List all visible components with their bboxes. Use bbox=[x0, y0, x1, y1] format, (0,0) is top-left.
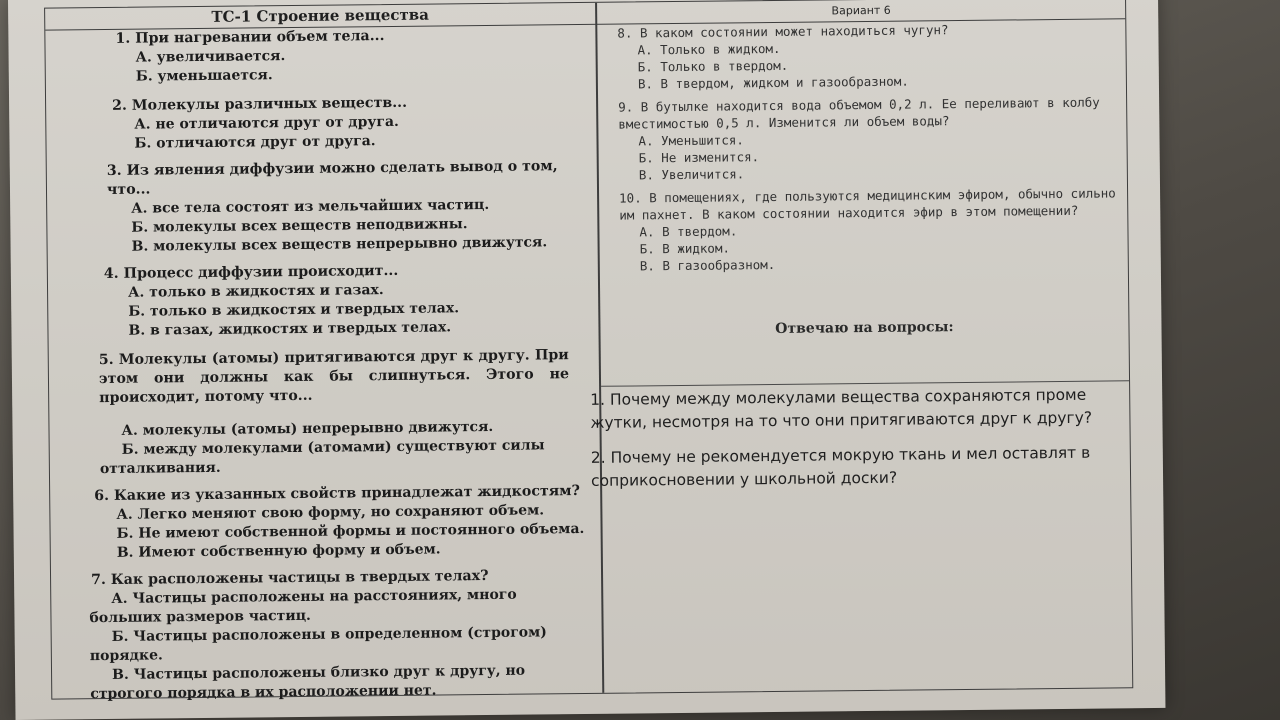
option: А. только в жидкостях и газах. bbox=[127, 282, 384, 301]
question-7 bbox=[59, 566, 595, 705]
option: В. Частицы расположены близко друг к другу, но строгого порядка в их расположении нет. bbox=[90, 662, 526, 703]
option: Б. отличаются друг от друга. bbox=[134, 133, 376, 152]
option: Б. между молекулами (атомами) существуют силы отталкивания. bbox=[99, 437, 545, 478]
question-text: 8. В каком состоянии может находиться чугун? bbox=[617, 22, 949, 41]
option: А. Уменьшится. bbox=[638, 132, 744, 149]
answers-section bbox=[590, 383, 1131, 505]
option: Б. Только в твердом. bbox=[637, 57, 789, 75]
question-text: 10. В помещениях, где пользуются медицинским эфиром, обычно сильно им пахнет. В каком состоянии находится эфир в этом помещении? bbox=[619, 185, 1116, 223]
option: В. В твердом, жидком и газообразном. bbox=[637, 73, 909, 92]
option: В. Увеличится. bbox=[638, 166, 745, 183]
question-text: 1. При нагревании объем тела... bbox=[115, 28, 385, 47]
worksheet-page bbox=[8, 0, 1165, 720]
option: Б. только в жидкостях и твердых телах. bbox=[128, 300, 460, 320]
option: А. Легко меняют свою форму, но сохраняют объем. bbox=[116, 502, 545, 523]
question-10 bbox=[619, 184, 1120, 274]
variant-label: Вариант 6 bbox=[831, 3, 891, 18]
option: Б. Не изменится. bbox=[638, 149, 760, 166]
answer-question-2: 2. Почему не рекомендуется мокрую ткань и мел оставлят в соприкосновении у школьной доски? bbox=[590, 443, 1091, 490]
option: Б. уменьшается. bbox=[135, 67, 273, 85]
question-2 bbox=[54, 92, 590, 155]
question-5 bbox=[57, 346, 593, 480]
option: В. молекулы всех веществ непрерывно движутся. bbox=[131, 234, 548, 255]
question-6 bbox=[58, 482, 594, 564]
question-4 bbox=[56, 260, 592, 342]
option: В. Имеют собственную форму и объем. bbox=[116, 541, 441, 561]
answer-question-1: 1. Почему между молекулами вещества сохраняются проме жутки, несмотря на то что они притягиваются друг к другу? bbox=[590, 385, 1093, 432]
option: Б. В жидком. bbox=[639, 240, 731, 257]
question-text: 5. Молекулы (атомы) притягиваются друг к другу. При этом они должны как бы слипнуться. Этого не происходит, потому что... bbox=[98, 347, 570, 407]
option: А. В твердом. bbox=[639, 223, 738, 240]
question-8 bbox=[617, 19, 1118, 92]
option: А. Частицы расположены на расстояниях, много больших размеров частиц. bbox=[89, 586, 517, 627]
question-text: 6. Какие из указанных свойств принадлежат жидкостям? bbox=[94, 483, 580, 505]
worksheet-title: ТС-1 Строение вещества bbox=[211, 5, 429, 26]
question-1 bbox=[53, 25, 589, 88]
option: Б. Частицы расположены в определенном (строгом) порядке. bbox=[89, 624, 547, 665]
question-3 bbox=[55, 157, 591, 258]
option: Б. Не имеют собственной формы и постоянного объема. bbox=[116, 520, 585, 542]
option: А. Только в жидком. bbox=[637, 40, 781, 58]
column-divider bbox=[595, 3, 604, 693]
question-text: 7. Как расположены частицы в твердых телах? bbox=[90, 568, 489, 589]
worksheet-frame bbox=[44, 0, 1133, 703]
answers-heading: Отвечаю на вопросы: bbox=[775, 319, 954, 337]
option: В. в газах, жидкостях и твердых телах. bbox=[128, 319, 452, 339]
option: А. увеличивается. bbox=[135, 48, 286, 66]
question-text: 4. Процесс диффузии происходит... bbox=[103, 262, 399, 283]
question-text: 9. В бутылке находится вода объемом 0,2 л. Ее переливают в колбу вместимостью 0,5 л. Изменится ли объем воды? bbox=[618, 94, 1100, 132]
option: А. все тела состоят из мельчайших частиц. bbox=[131, 196, 490, 217]
right-questions-column bbox=[617, 19, 1120, 280]
option: Б. молекулы всех веществ неподвижны. bbox=[131, 216, 468, 236]
option: А. не отличаются друг от друга. bbox=[134, 113, 399, 133]
option: В. В газообразном. bbox=[639, 256, 776, 274]
option: А. молекулы (атомы) непрерывно движутся. bbox=[121, 418, 494, 439]
question-text: 3. Из явления диффузии можно сделать вывод о том, что... bbox=[106, 158, 558, 198]
question-text: 2. Молекулы различных веществ... bbox=[112, 94, 408, 114]
question-9 bbox=[618, 93, 1119, 183]
left-questions-column bbox=[53, 25, 595, 713]
